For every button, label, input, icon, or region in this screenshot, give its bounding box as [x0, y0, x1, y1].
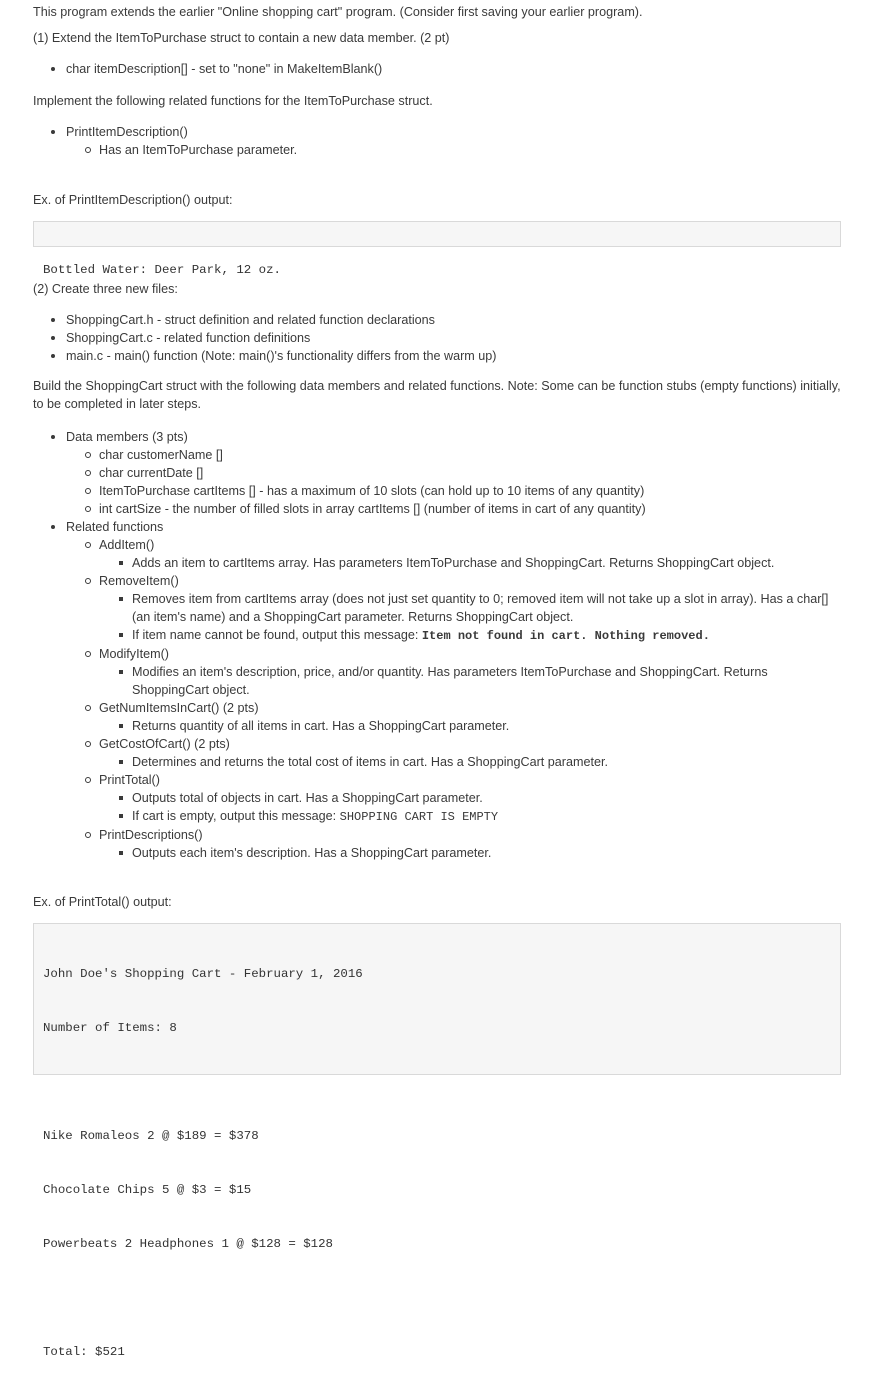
intro-text: This program extends the earlier "Online shopping cart" program. (Consider first saving your earlier program).: [33, 5, 643, 19]
code-line: Total: $521: [43, 1345, 125, 1359]
code-line: Powerbeats 2 Headphones 1 @ $128 = $128: [43, 1237, 333, 1251]
code-line: John Doe's Shopping Cart - February 1, 2016: [43, 967, 363, 981]
list-item: If cart is empty, output this message: SHOPPING CART IS EMPTY: [99, 807, 843, 826]
code-line: Chocolate Chips 5 @ $3 = $15: [43, 1183, 252, 1197]
files-list: [33, 311, 843, 365]
part1-heading: (1) Extend the ItemToPurchase struct to contain a new data member. (2 pt): [33, 31, 450, 45]
list-item: PrintItemDescription() Has an ItemToPurchase parameter.: [33, 123, 843, 159]
list-item: If item name cannot be found, output this message: Item not found in cart. Nothing removed.: [99, 626, 843, 645]
list-item: PrintTotal() Outputs total of objects in cart. Has a ShoppingCart parameter. If cart is empty, output this message: SHOPPING CART IS EMPTY: [66, 771, 843, 826]
part1-member-list: [33, 60, 843, 78]
list-item: Adds an item to cartItems array. Has parameters ItemToPurchase and ShoppingCart. Returns ShoppingCart object.: [99, 554, 843, 572]
list-item: AddItem() Adds an item to cartItems array. Has parameters ItemToPurchase and ShoppingCart. Returns ShoppingCart object.: [66, 536, 843, 572]
example1-output-box: [33, 221, 841, 277]
list-item: Modifies an item's description, price, and/or quantity. Has parameters ItemToPurchase and ShoppingCart. Returns ShoppingCart object.: [99, 663, 843, 699]
list-item: Data members (3 pts) char customerName [] char currentDate [] ItemToPurchase cartItems [] - has a maximum of 10 slots (can hold up to 10 items of any quantity) int cartSize - the number of filled slots in array cartItems [] (number of items in cart of any quantity): [33, 428, 843, 518]
list-item: main.c - main() function (Note: main()'s functionality differs from the warm up): [33, 347, 843, 365]
code-line: Bottled Water: Deer Park, 12 oz.: [43, 263, 281, 277]
list-item: Returns quantity of all items in cart. Has a ShoppingCart parameter.: [99, 717, 843, 735]
list-item: Outputs each item's description. Has a ShoppingCart parameter.: [99, 844, 843, 862]
list-item: ShoppingCart.c - related function definitions: [33, 329, 843, 347]
list-item: GetNumItemsInCart() (2 pts) Returns quantity of all items in cart. Has a ShoppingCart parameter.: [66, 699, 843, 735]
part1-function-list: [33, 123, 843, 159]
list-item: ModifyItem() Modifies an item's description, price, and/or quantity. Has parameters ItemToPurchase and ShoppingCart. Returns ShoppingCart object.: [66, 645, 843, 699]
list-item: char customerName []: [66, 446, 843, 464]
implement-text: Implement the following related functions for the ItemToPurchase struct.: [33, 94, 433, 108]
list-item: Related functions AddItem() Adds an item to cartItems array. Has parameters ItemToPurchase and ShoppingCart. Returns ShoppingCart object. RemoveItem() Removes item from cartItems array (does not just set quantity to 0; removed item will not take up a slot in array). Has a char[](an item's name) and a ShoppingCart parameter. Returns ShoppingCart object. If item name cannot be found, output this message: Item not found in cart. Nothing removed. ModifyItem() Modifies an item's description, price, and/or quantity. Has parameters ItemToPurchase and ShoppingCart. Returns ShoppingCart object. GetNumItemsInCart() (2 pts) Returns quantity of all items in cart. Has a ShoppingCart parameter. GetCostOfCart() (2 pts) Determines and returns the total cost of items in cart. Has a ShoppingCart parameter. PrintTotal() Outputs total of objects in cart. Has a ShoppingCart parameter. If cart is empty, output this message: SHOPPING CART IS EMPTY PrintDescriptions() Outputs each item's description. Has a ShoppingCart parameter.: [33, 518, 843, 862]
list-item: char currentDate []: [66, 464, 843, 482]
list-item: PrintDescriptions() Outputs each item's description. Has a ShoppingCart parameter.: [66, 826, 843, 862]
example1-label: Ex. of PrintItemDescription() output:: [33, 193, 233, 207]
list-item: Has an ItemToPurchase parameter.: [66, 141, 843, 159]
build-text: Build the ShoppingCart struct with the following data members and related functions. Note: Some can be function stubs (empty functions) initially, to be completed in later steps.: [33, 379, 841, 411]
part2-heading: (2) Create three new files:: [33, 282, 178, 296]
list-item: ShoppingCart.h - struct definition and related function declarations: [33, 311, 843, 329]
code-line: Number of Items: 8: [43, 1021, 177, 1035]
list-item: Determines and returns the total cost of items in cart. Has a ShoppingCart parameter.: [99, 753, 843, 771]
example2-label: Ex. of PrintTotal() output:: [33, 895, 172, 909]
list-item: ItemToPurchase cartItems [] - has a maximum of 10 slots (can hold up to 10 items of any quantity): [66, 482, 843, 500]
list-item: int cartSize - the number of filled slots in array cartItems [] (number of items in cart of any quantity): [66, 500, 843, 518]
list-item: Removes item from cartItems array (does not just set quantity to 0; removed item will not take up a slot in array). Has a char[](an item's name) and a ShoppingCart parameter. Returns ShoppingCart object.: [99, 590, 843, 626]
shoppingcart-spec-list: [33, 428, 843, 862]
code-line: Nike Romaleos 2 @ $189 = $378: [43, 1129, 259, 1143]
list-item: char itemDescription[] - set to "none" in MakeItemBlank(): [33, 60, 843, 78]
list-item: GetCostOfCart() (2 pts) Determines and returns the total cost of items in cart. Has a ShoppingCart parameter.: [66, 735, 843, 771]
list-item: Outputs total of objects in cart. Has a ShoppingCart parameter.: [99, 789, 843, 807]
example2-output-box: [33, 923, 841, 1359]
list-item: RemoveItem() Removes item from cartItems array (does not just set quantity to 0; removed item will not take up a slot in array). Has a char[](an item's name) and a ShoppingCart parameter. Returns ShoppingCart object. If item name cannot be found, output this message: Item not found in cart. Nothing removed.: [66, 572, 843, 645]
